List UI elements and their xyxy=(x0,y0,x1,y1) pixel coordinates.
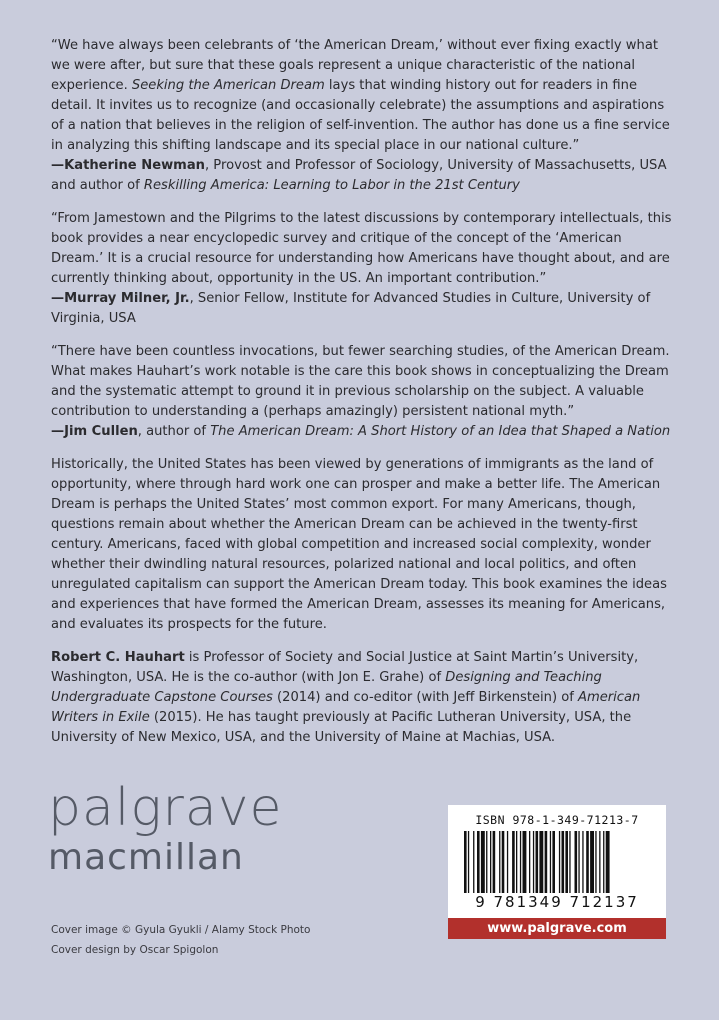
isbn-number: ISBN 978-1-349-71213-7 xyxy=(475,813,639,827)
reviewer-name: —Murray Milner, Jr. xyxy=(51,291,190,306)
description-text: Historically, the United States has been viewed by generations of immigrants as the land of opportunity, where through hard work one can prosper and make a better life. The American Dream is perhaps the United States’ most common export. For many Americans, though, questions remain about whether the American Dream can be achieved in the twenty-first century. Americans, faced with global competition and increased social complexity, wonder whether their dwindling natural resources, polarized national and local politics, and often unregulated capitalism can support the American Dream today. This book examines the ideas and experiences that have formed the American Dream, assesses its meaning for Americans, and evaluates its prospects for the future. xyxy=(51,457,667,632)
author-bio-text xyxy=(51,648,675,748)
review-attribution xyxy=(51,289,675,329)
review-quote: “From Jamestown and the Pilgrims to the latest discussions by contemporary intellectuals, this book provides a near encyclopedic survey and critique of the concept of the ‘American Dream.’ It is a crucial resource for understanding how Americans have thought about, and are currently thinking about, opportunity in the US. An important contribution.” xyxy=(51,211,672,286)
quote-text: lays that winding history out for readers in fine detail. It invites us to recognize (and occasionally celebrate) the assumptions and aspirations of a nation that believes in the religion of self-invention. The author has done us a fine service in analyzing this shifting landscape and its special place in our national culture.” xyxy=(51,78,670,153)
back-cover-text xyxy=(51,36,675,761)
author-bio xyxy=(51,648,675,748)
cover-design-credit: Cover design by Oscar Spigolon xyxy=(51,944,219,956)
reviewer-role: , author of xyxy=(137,424,211,439)
review-quote: “There have been countless invocations, but fewer searching studies, of the American Dream. What makes Hauhart’s work notable is the care this book shows in conceptualizing the Dream and the systematic attempt to ground it in previous scholarship on the subject. A valuable contribution to understanding a (perhaps amazingly) persistent national myth.” xyxy=(51,344,670,419)
review-attribution xyxy=(51,156,675,196)
bio-text: is Professor of Society and Social Justice at Saint Martin’s University, Washington, USA. He is the co-author (with Jon E. Grahe) of xyxy=(51,650,639,685)
reviewer-work: The American Dream: A Short History of an Idea that Shaped a Nation xyxy=(210,424,671,439)
reviewer-role: , Provost and Professor of Sociology, University of Massachusetts, USA and author of xyxy=(51,158,667,193)
cover-image-credit: Cover image © Gyula Gyukli / Alamy Stock Photo xyxy=(51,924,311,936)
bio-text: (2015). He has taught previously at Pacific Lutheran University, USA, the University of New Mexico, USA, and the University of Maine at Machias, USA. xyxy=(51,710,632,745)
author-name: Robert C. Hauhart xyxy=(51,650,185,665)
cover-credits xyxy=(51,920,310,960)
reviewer-work: Reskilling America: Learning to Labor in the 21st Century xyxy=(143,178,520,193)
logo-line-1: palgrave xyxy=(48,778,283,838)
barcode-digits: 9 781349 712137 xyxy=(475,893,639,911)
logo-line-2: macmillan xyxy=(48,837,244,878)
bio-book-title: Designing and Teaching Undergraduate Capstone Courses xyxy=(51,670,602,705)
review-quote xyxy=(51,36,675,156)
quote-title: Seeking the American Dream xyxy=(131,78,325,93)
bio-book-title: American Writers in Exile xyxy=(51,690,641,725)
book-description xyxy=(51,455,675,635)
reviewer-role: , Senior Fellow, Institute for Advanced Studies in Culture, University of Virginia, USA xyxy=(51,291,651,326)
review-1 xyxy=(51,36,675,196)
website-link[interactable]: www.palgrave.com xyxy=(487,921,627,936)
review-3 xyxy=(51,342,675,442)
review-attribution xyxy=(51,422,675,442)
reviewer-name: —Jim Cullen xyxy=(51,424,138,439)
reviewer-name: —Katherine Newman xyxy=(51,158,205,173)
bio-text: (2014) and co-editor (with Jeff Birkenstein) of xyxy=(272,690,579,705)
publisher-website[interactable] xyxy=(448,918,666,939)
review-2 xyxy=(51,209,675,329)
quote-text: “We have always been celebrants of ‘the American Dream,’ without ever fixing exactly what we were after, but sure that these goals represent a unique characteristic of the national experience. xyxy=(51,38,658,93)
publisher-logo xyxy=(48,778,283,878)
barcode-icon xyxy=(464,831,650,893)
